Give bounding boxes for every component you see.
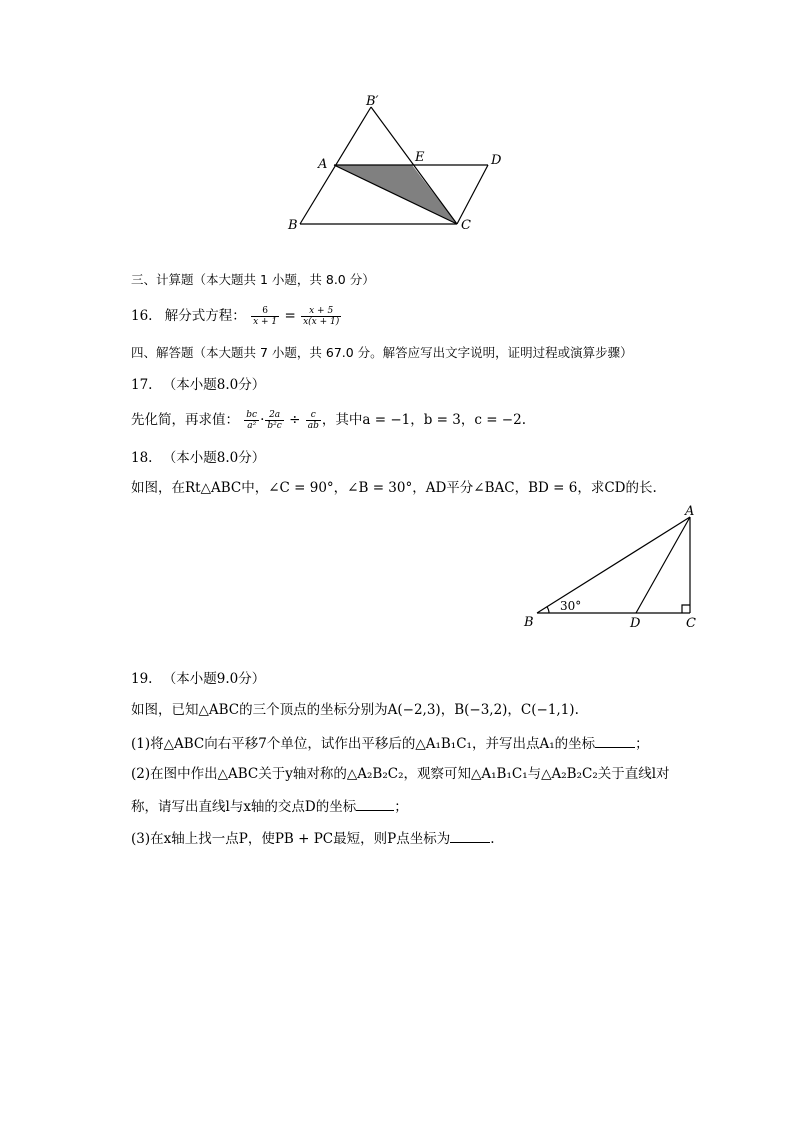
question-19-header [131, 670, 265, 688]
equals-sign: = [284, 308, 296, 324]
section-heading-answers: 四、解答题（本大题共 7 小题，共 67.0 分。解答应写出文字说明，证明过程或演算步骤） [131, 345, 633, 360]
fraction-lhs [251, 306, 279, 327]
part-end: . [490, 831, 495, 847]
fraction-denominator: x + 1 [253, 317, 278, 327]
parallelogram-figure [280, 90, 510, 240]
section-heading-calculation: 三、计算题（本大题共 1 小题，共 8.0 分） [131, 272, 375, 287]
fraction-denominator: x(x + 1) [303, 317, 340, 327]
fraction-denominator: a² [244, 420, 259, 431]
fraction-3 [306, 410, 321, 431]
fraction-2 [265, 410, 283, 431]
part-end: ； [635, 736, 649, 752]
part-text: (3)在x轴上找一点P，使PB + PC最短，则P点坐标为 [131, 831, 451, 847]
answer-blank[interactable] [595, 733, 635, 748]
question-18-text: 如图，在Rt△ABC中，∠C = 90°，∠B = 30°，AD平分∠BAC，BD = 6，求CD的长. [131, 480, 657, 496]
multiply-dot: · [260, 412, 265, 428]
question-number: 19. [131, 671, 153, 687]
question-number: 18. [131, 450, 153, 466]
question-17-header [131, 376, 265, 394]
divide-sign: ÷ [289, 412, 301, 428]
fraction-numerator: 6 [262, 306, 268, 316]
question-16 [131, 306, 342, 327]
segment-a-d [636, 517, 690, 613]
label-c: C [686, 616, 696, 631]
label-c: C [461, 218, 471, 233]
question-17-body [131, 410, 526, 431]
label-a: A [318, 157, 328, 172]
question-19-part-2b [131, 796, 408, 816]
label-d: D [491, 153, 502, 168]
label-d: D [630, 616, 641, 631]
question-points: （本小题8.0分） [162, 377, 266, 393]
label-a: A [685, 504, 695, 519]
fraction-1 [244, 410, 259, 431]
fraction-numerator: c [310, 410, 316, 420]
question-points: （本小题9.0分） [162, 671, 266, 687]
fraction-numerator: 2a [269, 410, 281, 420]
answer-blank[interactable] [450, 828, 490, 843]
label-b: B [288, 218, 298, 233]
right-angle-mark [682, 605, 690, 613]
label-b: B [524, 615, 534, 630]
fraction-denominator: b²c [267, 421, 282, 431]
question-intro: 解分式方程： [164, 308, 246, 324]
part-text: (1)将△ABC向右平移7个单位，试作出平移后的△A₁B₁C₁，并写出点A₁的坐标 [131, 736, 596, 752]
question-points: （本小题8.0分） [162, 450, 266, 466]
label-b-prime: B′ [366, 94, 379, 109]
angle-arc [547, 607, 549, 613]
question-number: 16. [131, 308, 153, 324]
fraction-denominator: ab [307, 421, 319, 431]
fraction-numerator: bc [246, 410, 258, 420]
answer-blank[interactable] [356, 796, 394, 811]
question-19-intro: 如图，已知△ABC的三个顶点的坐标分别为A(−2,3)，B(−3,2)，C(−1,1). [131, 702, 579, 718]
question-condition: ，其中a = −1，b = 3，c = −2. [321, 412, 526, 428]
question-19-part-3 [131, 828, 495, 848]
question-number: 17. [131, 377, 153, 393]
right-triangle-figure [518, 502, 708, 632]
question-18-header [131, 449, 265, 467]
question-intro: 先化简，再求值： [131, 412, 239, 428]
fraction-rhs [301, 306, 341, 327]
question-19-part-1 [131, 733, 649, 753]
label-e: E [415, 150, 425, 165]
fraction-numerator: x + 5 [309, 306, 334, 316]
question-19-part-2a: (2)在图中作出△ABC关于y轴对称的△A₂B₂C₂，观察可知△A₁B₁C₁与△A₂B₂C₂关于直线l对 [131, 766, 670, 782]
segment-d-c [457, 165, 488, 224]
part-end: ； [394, 799, 408, 815]
angle-label: 30° [560, 599, 582, 613]
part-text: 称，请写出直线l与x轴的交点D的坐标 [131, 799, 357, 815]
